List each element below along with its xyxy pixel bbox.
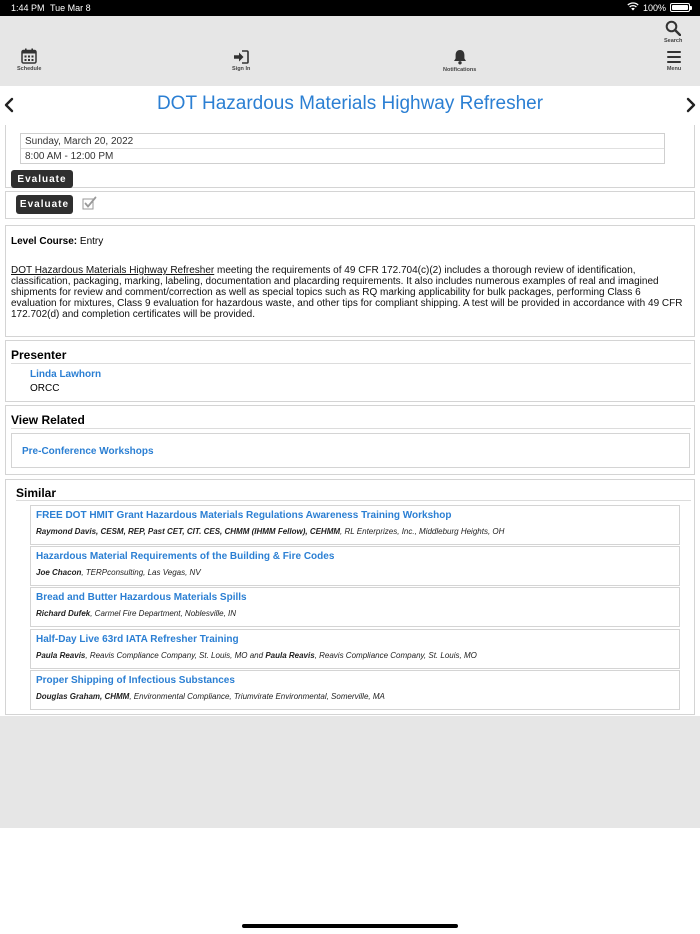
similar-item-title[interactable]: Hazardous Material Requirements of the Building & Fire Codes	[36, 551, 335, 562]
battery-percent: 100%	[642, 2, 666, 13]
similar-item-presenter	[36, 609, 236, 618]
menu-button[interactable]	[666, 50, 682, 72]
similar-item-presenter-affiliation-2: , Reavis Compliance Company, St. Louis, MO	[314, 651, 477, 660]
similar-item-presenter-name: Richard Dufek	[36, 609, 91, 618]
view-related-panel	[5, 405, 695, 475]
similar-item-title[interactable]: Proper Shipping of Infectious Substances	[36, 675, 235, 686]
notifications-button[interactable]	[443, 49, 476, 73]
schedule-label: Schedule	[17, 66, 42, 72]
wifi-icon	[627, 2, 639, 13]
similar-item-presenter-name: Joe Chacon	[36, 568, 82, 577]
home-indicator[interactable]	[242, 924, 458, 928]
presenter-panel	[5, 340, 695, 402]
session-date: Sunday, March 20, 2022	[21, 134, 664, 149]
status-time: 1:44 PM	[11, 3, 45, 13]
session-datetime-box	[20, 133, 665, 164]
similar-item[interactable]	[30, 670, 680, 710]
menu-label: Menu	[666, 66, 682, 72]
presenter-divider	[11, 363, 691, 364]
related-link[interactable]: Pre-Conference Workshops	[22, 446, 154, 457]
chevron-right-icon[interactable]	[685, 97, 697, 113]
similar-item-presenter-affiliation: , Reavis Compliance Company, St. Louis, MO and	[85, 651, 266, 660]
status-right	[627, 2, 690, 13]
similar-item[interactable]	[30, 505, 680, 545]
page-title: DOT Hazardous Materials Highway Refresher	[156, 93, 544, 114]
view-related-heading: View Related	[11, 413, 85, 427]
presenter-heading: Presenter	[11, 348, 67, 362]
similar-heading: Similar	[16, 486, 57, 500]
session-detail-content	[0, 125, 700, 715]
similar-item-presenter	[36, 692, 385, 701]
similar-item-presenter-name: Paula Reavis	[36, 651, 86, 660]
evaluate-button-2[interactable]: Evaluate	[16, 195, 73, 214]
status-bar	[0, 0, 700, 16]
similar-item[interactable]	[30, 629, 680, 669]
sign-in-label: Sign In	[232, 66, 251, 72]
similar-item-presenter	[36, 527, 504, 536]
similar-item-presenter-affiliation: , Environmental Compliance, Triumvirate Environmental, Somerville, MA	[129, 692, 385, 701]
title-bar	[0, 86, 700, 124]
level-course	[11, 236, 103, 247]
similar-item-presenter-name-2: Paula Reavis	[265, 651, 315, 660]
battery-icon	[670, 3, 690, 12]
similar-item-presenter	[36, 651, 477, 660]
notifications-label: Notifications	[443, 67, 477, 73]
description-panel	[5, 225, 695, 337]
sign-in-icon	[233, 50, 249, 64]
similar-item[interactable]	[30, 546, 680, 586]
similar-item-title[interactable]: Bread and Butter Hazardous Materials Spills	[36, 592, 247, 603]
related-item[interactable]	[11, 433, 690, 468]
level-course-label: Level Course:	[11, 236, 78, 247]
similar-item-presenter-name: Douglas Graham, CHMM	[36, 692, 130, 701]
search-button[interactable]	[664, 20, 682, 44]
schedule-button[interactable]	[17, 48, 41, 72]
similar-item-presenter	[36, 568, 201, 577]
similar-item[interactable]	[30, 587, 680, 627]
evaluate-panel	[5, 191, 695, 219]
similar-item-presenter-affiliation: , TERPconsulting, Las Vegas, NV	[81, 568, 201, 577]
presenter-org: ORCC	[30, 383, 60, 394]
similar-divider	[16, 500, 691, 501]
similar-item-presenter-affiliation: , Carmel Fire Department, Noblesville, IN	[90, 609, 237, 618]
sign-in-button[interactable]	[232, 50, 250, 72]
evaluate-button[interactable]: Evaluate	[11, 170, 73, 188]
similar-item-title[interactable]: Half-Day Live 63rd IATA Refresher Training	[36, 634, 239, 645]
course-name-link[interactable]: DOT Hazardous Materials Highway Refresher	[11, 265, 215, 276]
search-label: Search	[664, 38, 683, 44]
session-time-panel	[5, 125, 695, 188]
similar-item-presenter-name: Raymond Davis, CESM, REP, Past CET, CIT. CES, CHMM (IHMM Fellow), CEHMM	[36, 527, 341, 536]
calendar-icon	[21, 48, 37, 64]
view-related-divider	[11, 428, 691, 429]
session-time: 8:00 AM - 12:00 PM	[25, 151, 114, 162]
similar-item-presenter-affiliation: , RL Enterprizes, Inc., Middleburg Heights, OH	[340, 527, 505, 536]
course-description	[11, 265, 689, 320]
search-icon	[665, 20, 681, 36]
hamburger-menu-icon	[666, 50, 682, 64]
checkbox-checked-icon[interactable]	[82, 196, 97, 210]
level-course-value: Entry	[77, 236, 104, 247]
footer-empty-area	[0, 716, 700, 828]
top-toolbar	[0, 16, 700, 86]
bell-icon	[452, 49, 468, 65]
status-day: Tue Mar 8	[50, 3, 91, 13]
course-description-text: meeting the requirements of 49 CFR 172.704(c)(2) includes a thorough review of identification, classification, packaging, marking, labeling, documentation and placarding requirements. It also includes numerous examples of real and imagined shipments for review and comment/correction as well as special topics such as RQ marking applicability for bulk packages, performing Class 6 evaluation for mixtures, Class 9 evaluation for hazardous waste, and other tips for compliant shipping. A test will be provided in accordance with 49 CFR 172.702(d) and completion certificates will be provided.	[11, 265, 683, 320]
similar-item-title[interactable]: FREE DOT HMIT Grant Hazardous Materials Regulations Awareness Training Workshop	[36, 510, 452, 521]
presenter-name-link[interactable]: Linda Lawhorn	[30, 369, 102, 380]
